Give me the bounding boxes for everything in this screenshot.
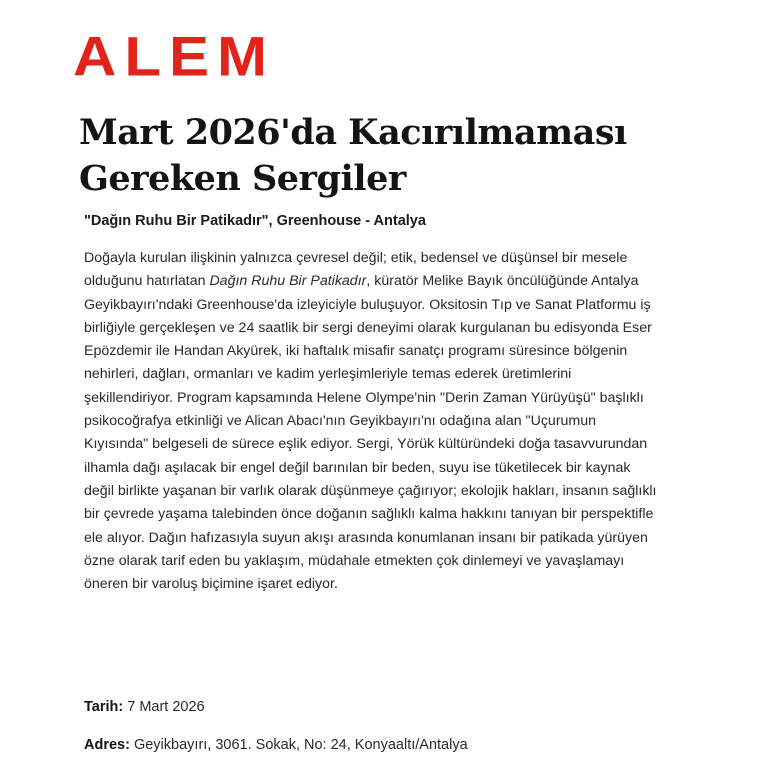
date-value: 7 Mart 2026: [127, 699, 205, 715]
exhibition-subtitle: "Dağın Ruhu Bir Patikadır", Greenhouse - Antalya: [84, 213, 426, 229]
body-text-part-2: , küratör Melike Bayık öncülüğünde Antalya Geyikbayırı'ndaki Greenhouse'da izleyiciyle buluşuyor. Oksitosin Tıp ve Sanat Platformu iş birliğiyle gerçekleşen ve 24 saatlik bir sergi deneyimi olarak kurgulanan bu edisyonda Eser Epözdemir ile Handan Akyürek, iki haftalık misafir sanatçı programı süresince bölgenin nehirleri, dağları, ormanları ve kadim yerleşimleriyle temas ederek üretimlerini şekillendiriyor. Program kapsamında Helene Olympe'nin "Derin Zaman Yürüyüşü" başlıklı psikocoğrafya etkinliği ve Alican Abacı'nın Geyikbayırı'nı odağına alan "Uçurumun Kıyısında" belgeseli de sürece eşlik ediyor. Sergi, Yörük kültüründeki doğa tasavvurundan ilhamla dağı aşılacak bir engel değil barınılan bir beden, suyu ise tüketilecek bir kaynak değil birlikte yaşanan bir varlık olarak düşünmeye çağırıyor; ekolojik hakları, insanın sağlıklı bir çevrede yaşama talebinden önce doğanın sağlıklı kalma hakkını tanıyan bir perspektifle ele alıyor. Dağın hafızasıyla suyun akışı arasında konumlanan insanı bir patikada yürüyen özne olarak tarif eden bu yaklaşım, müdahale etmekten çok dinlemeyi ve yavaşlamayı öneren bir varoluş biçimine işaret ediyor.: [84, 273, 657, 593]
exhibition-name-emphasis: Dağın Ruhu Bir Patikadır: [209, 273, 367, 290]
body-text-part-1: Doğayla kurulan ilişkinin yalnızca çevresel değil; etik, bedensel ve düşünsel bir mesele olduğunu hatırlatan: [84, 250, 628, 290]
alem-logo[interactable]: ALEM: [73, 25, 275, 88]
exhibition-date: [84, 697, 205, 717]
date-label: Tarih:: [84, 699, 124, 715]
address-label: Adres:: [84, 737, 130, 753]
address-value: Geyikbayırı, 3061. Sokak, No: 24, Konyaaltı/Antalya: [133, 737, 468, 753]
exhibition-address: [84, 735, 468, 755]
article-title: Mart 2026'da Kacırılmaması Gereken Sergiler: [79, 112, 627, 199]
article-body: [84, 247, 664, 596]
